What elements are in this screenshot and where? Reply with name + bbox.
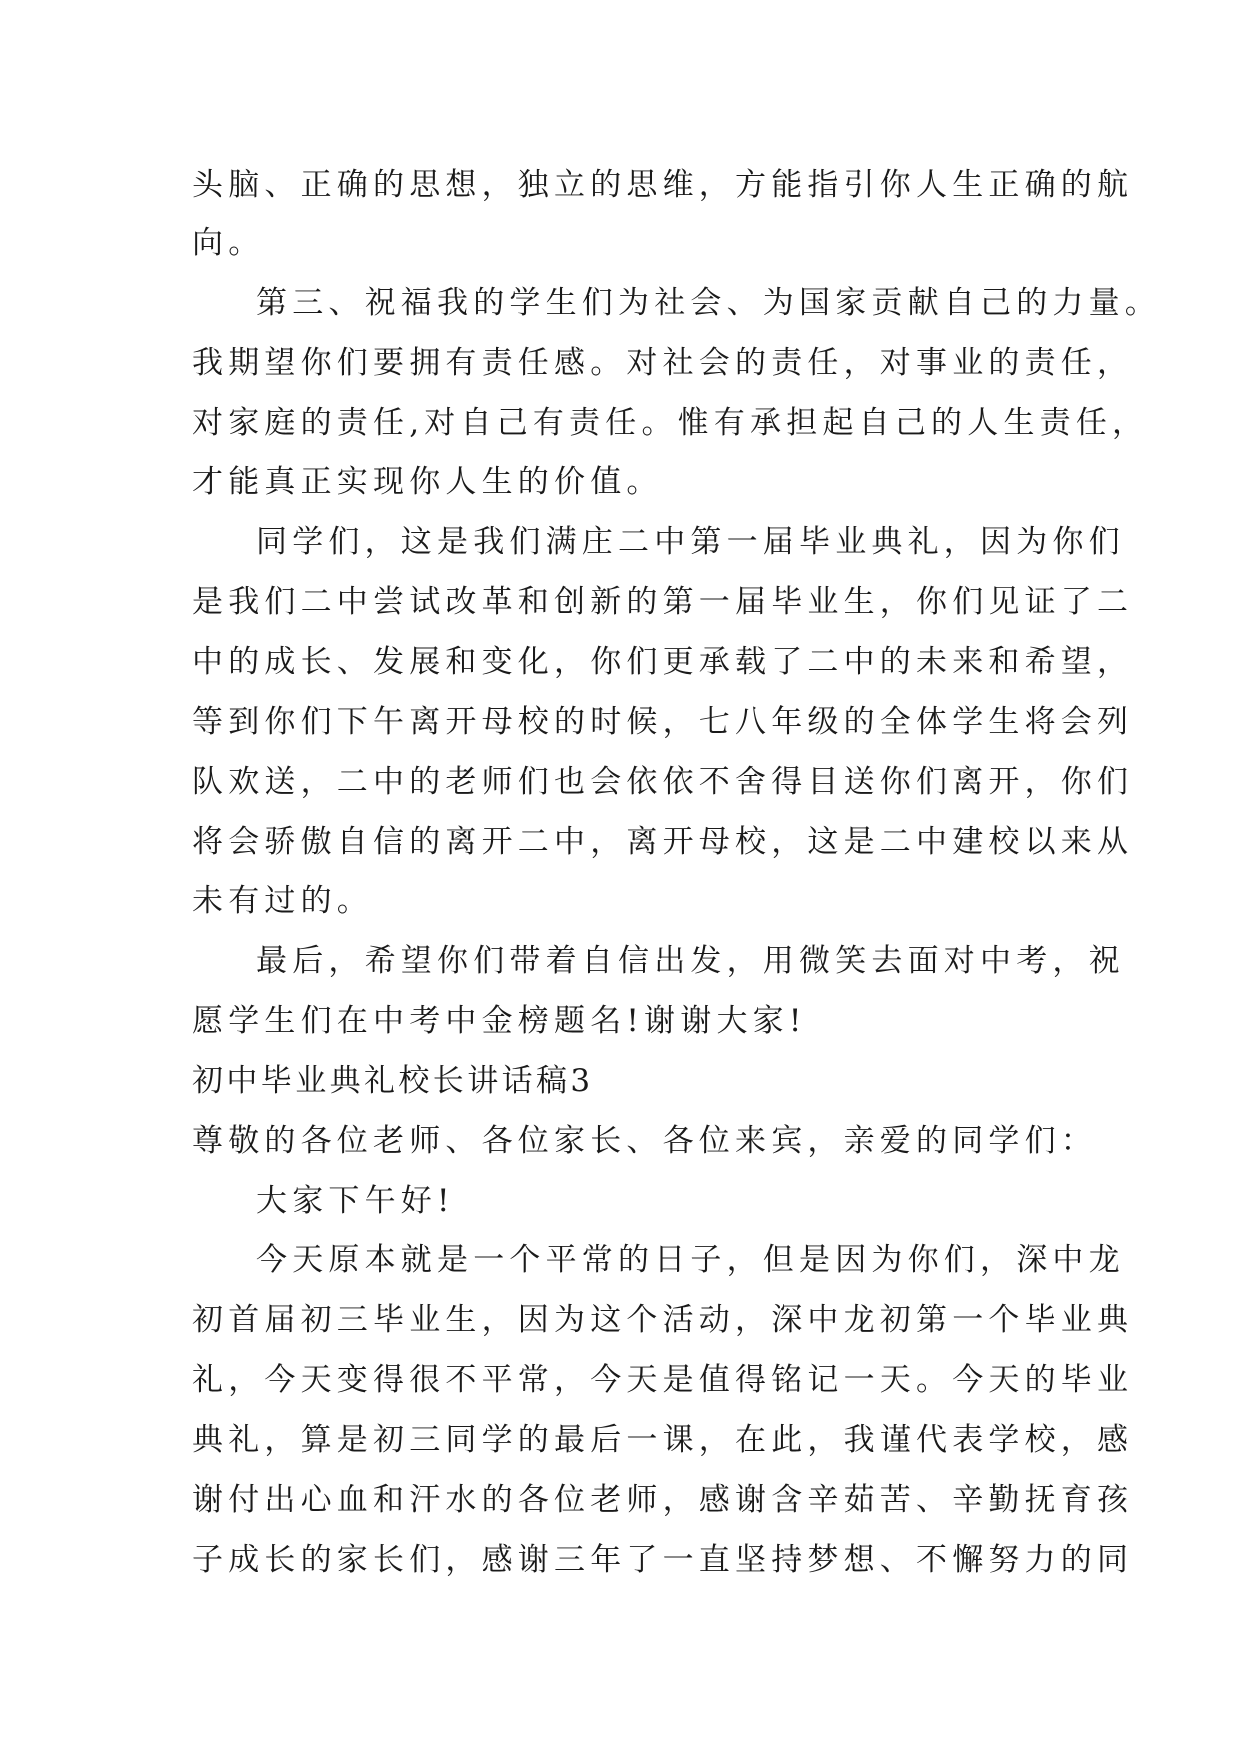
paragraph-start-line: 今天原本就是一个平常的日子，但是因为你们，深中龙 [256,1242,1125,1278]
text-line: 才能真正实现你人生的价值。 [192,464,663,500]
text-line: 谢付出心血和汗水的各位老师，感谢含辛茹苦、辛勤抚育孩 [192,1482,1134,1518]
text-line: 子成长的家长们，感谢三年了一直坚持梦想、不懈努力的同 [192,1542,1134,1578]
text-line: 中的成长、发展和变化，你们更承载了二中的未来和希望， [192,644,1134,680]
text-line: 礼，今天变得很不平常，今天是值得铭记一天。今天的毕业 [192,1362,1134,1398]
salutation-line: 尊敬的各位老师、各位家长、各位来宾，亲爱的同学们： [192,1123,1097,1159]
paragraph-start-line: 最后，希望你们带着自信出发，用微笑去面对中考，祝 [256,943,1125,979]
paragraph-start-line: 第三、祝福我的学生们为社会、为国家贡献自己的力量。 [256,285,1161,321]
text-line: 未有过的。 [192,883,373,919]
text-line: 愿学生们在中考中金榜题名!谢谢大家! [192,1003,807,1039]
text-line: 我期望你们要拥有责任感。对社会的责任，对事业的责任， [192,345,1134,381]
text-line: 是我们二中尝试改革和创新的第一届毕业生，你们见证了二 [192,584,1134,620]
text-line: 典礼，算是初三同学的最后一课，在此，我谨代表学校，感 [192,1422,1134,1458]
text-line: 初首届初三毕业生，因为这个活动，深中龙初第一个毕业典 [192,1302,1134,1338]
greeting-line: 大家下午好! [256,1183,455,1219]
text-line: 等到你们下午离开母校的时候，七八年级的全体学生将会列 [192,704,1134,740]
text-line: 对家庭的责任,对自己有责任。惟有承担起自己的人生责任， [192,405,1149,441]
section-heading: 初中毕业典礼校长讲话稿3 [192,1063,594,1099]
text-line: 队欢送，二中的老师们也会依依不舍得目送你们离开，你们 [192,764,1134,800]
paragraph-start-line: 同学们，这是我们满庄二中第一届毕业典礼，因为你们 [256,524,1125,560]
text-line: 头脑、正确的思想，独立的思维，方能指引你人生正确的航 [192,167,1134,203]
text-line: 向。 [192,225,265,261]
text-line: 将会骄傲自信的离开二中，离开母校，这是二中建校以来从 [192,824,1134,860]
